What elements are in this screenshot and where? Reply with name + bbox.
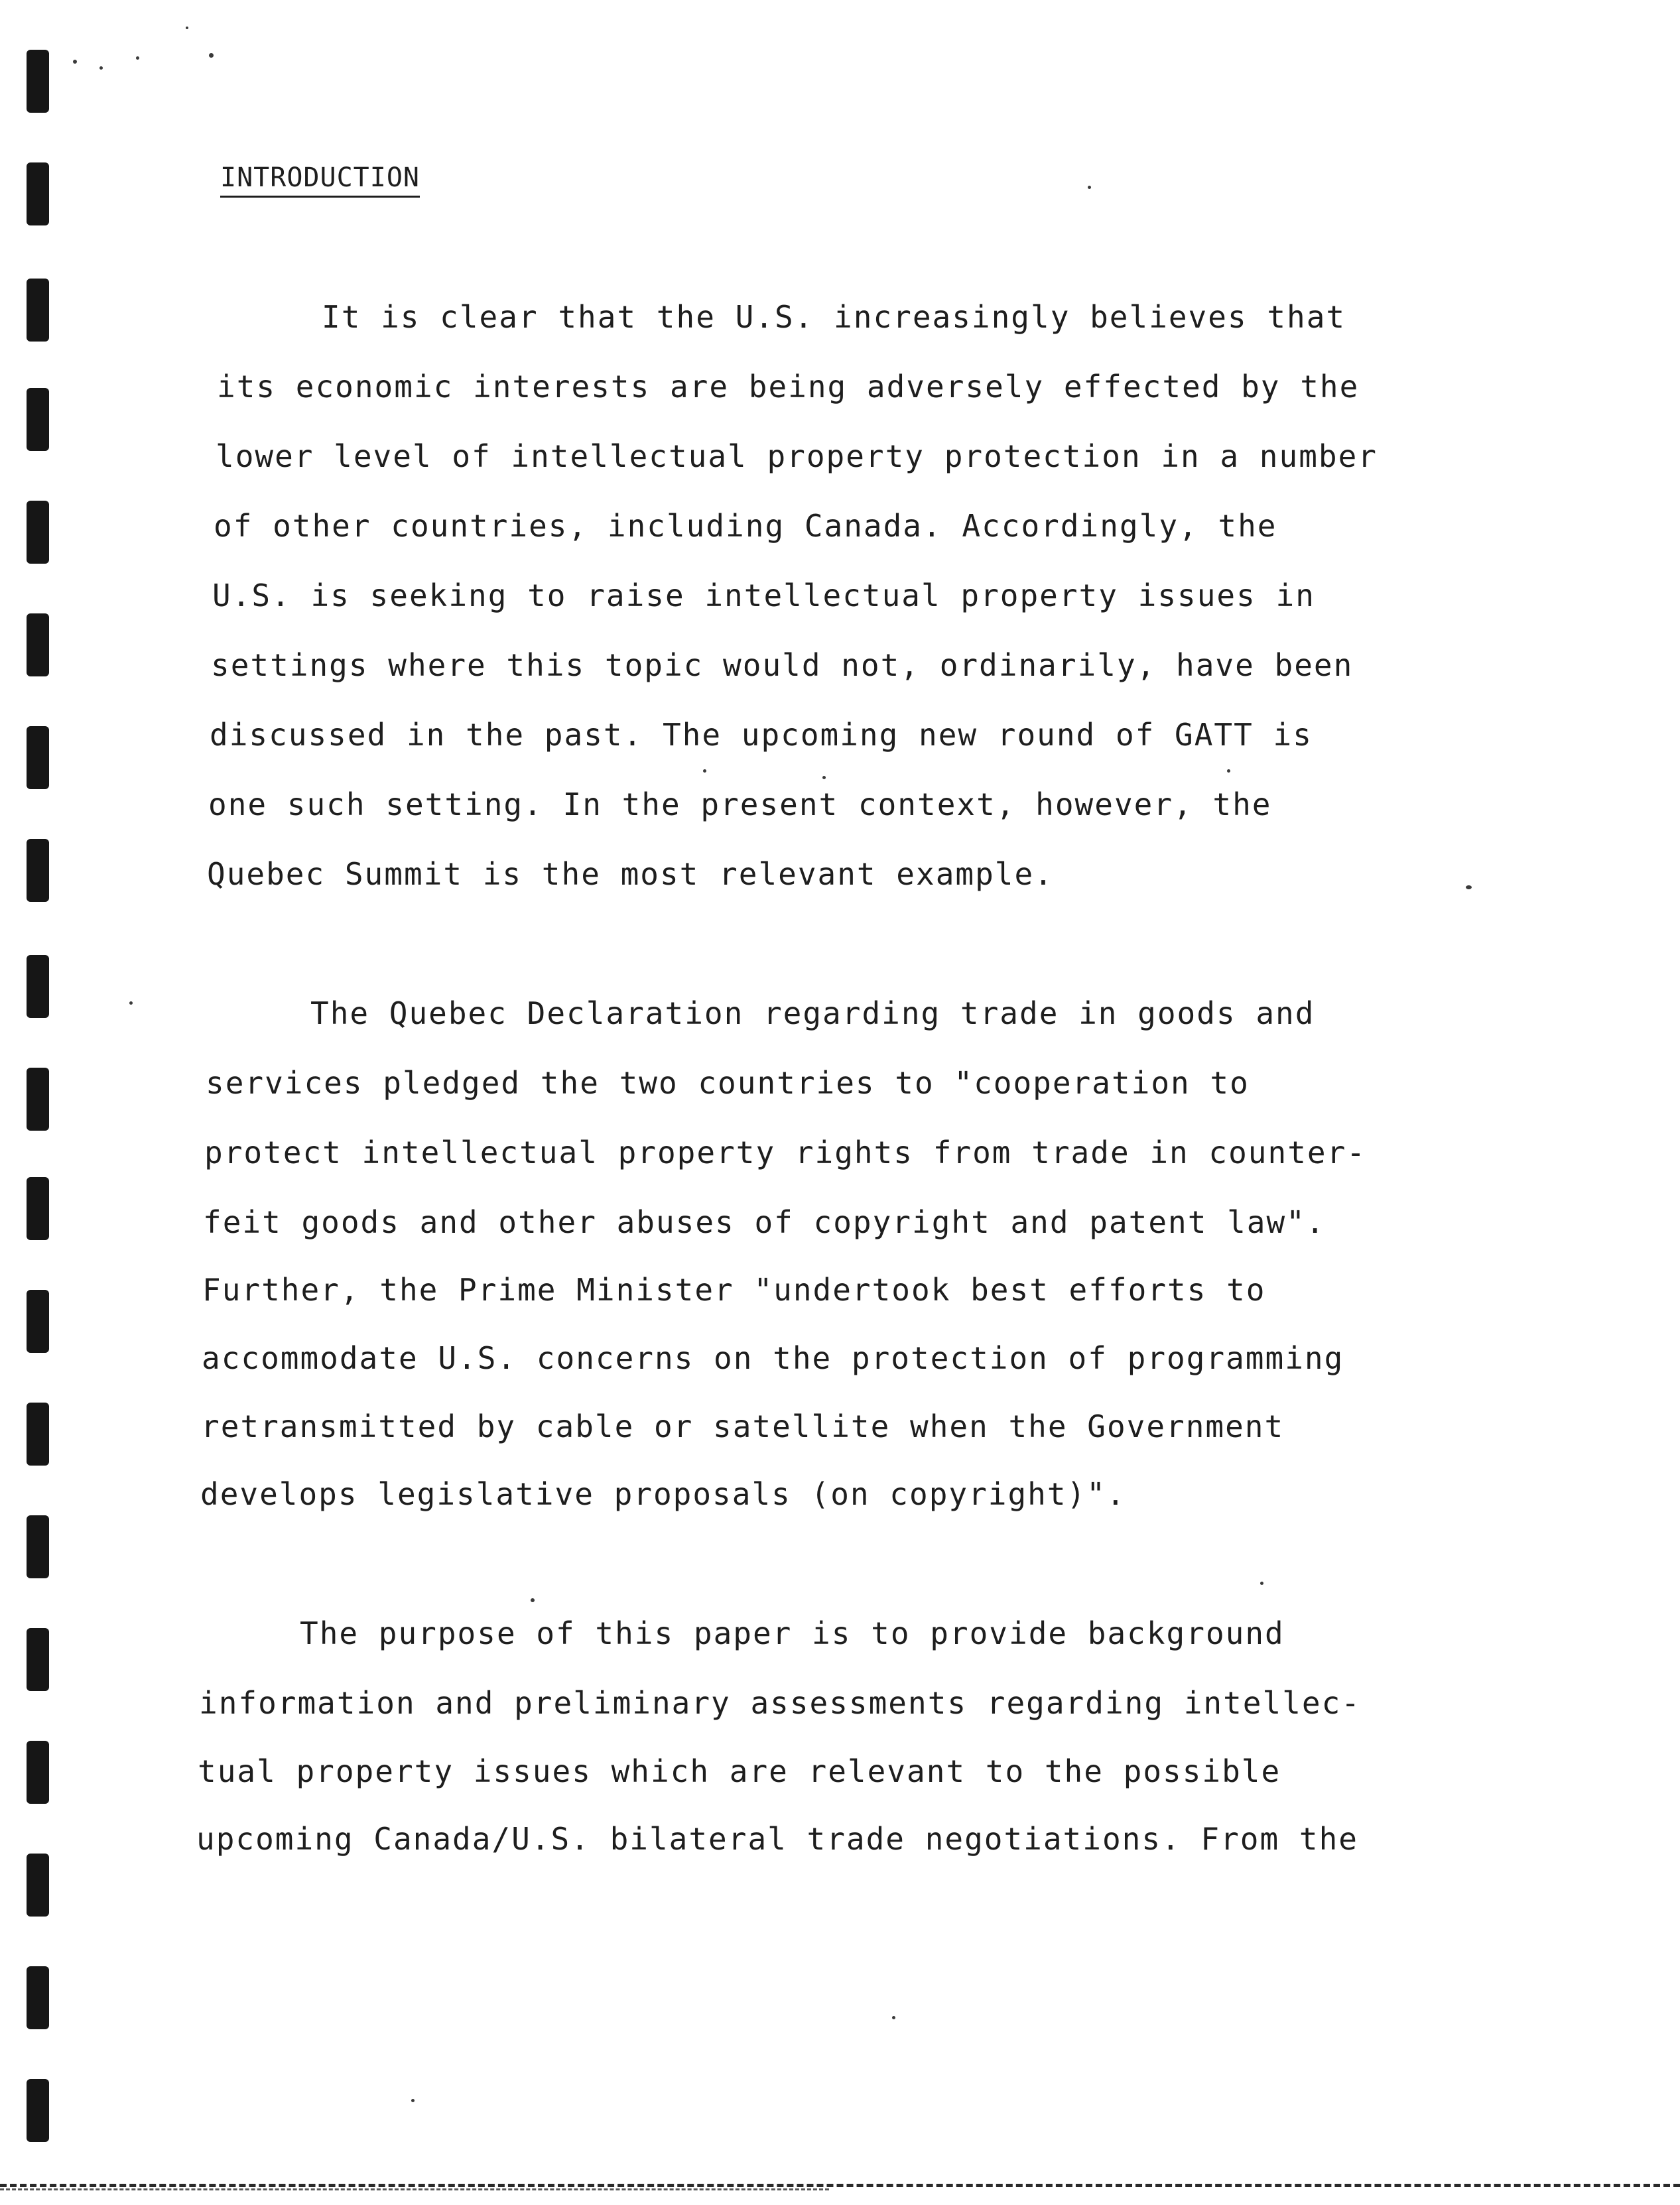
binding-mark [27, 839, 49, 902]
text-line: The Quebec Declaration regarding trade in goods and [310, 995, 1315, 1031]
text-line: lower level of intellectual property protection in a number [216, 438, 1378, 474]
binding-mark [27, 501, 49, 564]
scan-speck [1260, 1582, 1263, 1585]
binding-mark [27, 388, 49, 451]
scan-speck [186, 27, 188, 29]
scan-speck [1466, 885, 1472, 889]
scan-speck [703, 769, 706, 773]
text-line: discussed in the past. The upcoming new round of GATT is [210, 717, 1313, 753]
scan-speck [99, 66, 103, 70]
text-line: protect intellectual property rights from trade in counter- [204, 1135, 1366, 1170]
binding-mark [27, 162, 49, 225]
scan-speck [892, 2016, 895, 2019]
text-line: of other countries, including Canada. Accordingly, the [214, 508, 1277, 544]
text-line: one such setting. In the present context, however, the [208, 787, 1272, 822]
text-line: The purpose of this paper is to provide background [300, 1615, 1285, 1651]
binding-mark [27, 613, 49, 676]
binding-mark [27, 1068, 49, 1131]
text-line: U.S. is seeking to raise intellectual property issues in [212, 578, 1315, 613]
text-line: retransmitted by cable or satellite when the Government [201, 1409, 1285, 1444]
text-line: services pledged the two countries to "cooperation to [206, 1065, 1250, 1101]
binding-mark [27, 1177, 49, 1240]
scan-speck [822, 776, 826, 779]
binding-mark [27, 279, 49, 342]
binding-mark [27, 726, 49, 789]
binding-mark [27, 955, 49, 1018]
text-line: its economic interests are being adversely effected by the [217, 369, 1360, 405]
binding-mark [27, 1290, 49, 1353]
scan-speck [1227, 769, 1230, 773]
binding-mark [27, 1515, 49, 1578]
scan-speck [209, 53, 214, 58]
binding-mark [27, 1966, 49, 2029]
scan-speck [531, 1598, 535, 1602]
scan-edge [0, 2188, 829, 2190]
binding-mark [27, 1741, 49, 1804]
scan-edge [0, 2184, 1680, 2187]
binding-mark [27, 50, 49, 113]
text-line: develops legislative proposals (on copyright)". [200, 1476, 1126, 1512]
binding-mark [27, 2079, 49, 2142]
text-line: upcoming Canada/U.S. bilateral trade negotiations. From the [196, 1821, 1358, 1857]
section-heading: INTRODUCTION [220, 162, 420, 193]
text-line: tual property issues which are relevant to the possible [198, 1753, 1281, 1789]
text-line: feit goods and other abuses of copyright and patent law". [203, 1204, 1326, 1240]
text-line: Quebec Summit is the most relevant example. [207, 856, 1054, 892]
text-line: settings where this topic would not, ordinarily, have been [211, 647, 1354, 683]
text-line: Further, the Prime Minister "undertook best efforts to [202, 1272, 1266, 1308]
scan-speck [73, 60, 77, 64]
scan-speck [129, 1001, 133, 1005]
scan-speck [411, 2099, 415, 2102]
scan-speck [136, 56, 139, 60]
text-line: information and preliminary assessments regarding intellec- [199, 1685, 1361, 1721]
binding-mark [27, 1628, 49, 1691]
scan-speck [1088, 186, 1091, 189]
text-line: accommodate U.S. concerns on the protection of programming [202, 1340, 1344, 1376]
binding-mark [27, 1403, 49, 1466]
text-line: It is clear that the U.S. increasingly believes that [322, 299, 1346, 335]
binding-mark [27, 1854, 49, 1917]
